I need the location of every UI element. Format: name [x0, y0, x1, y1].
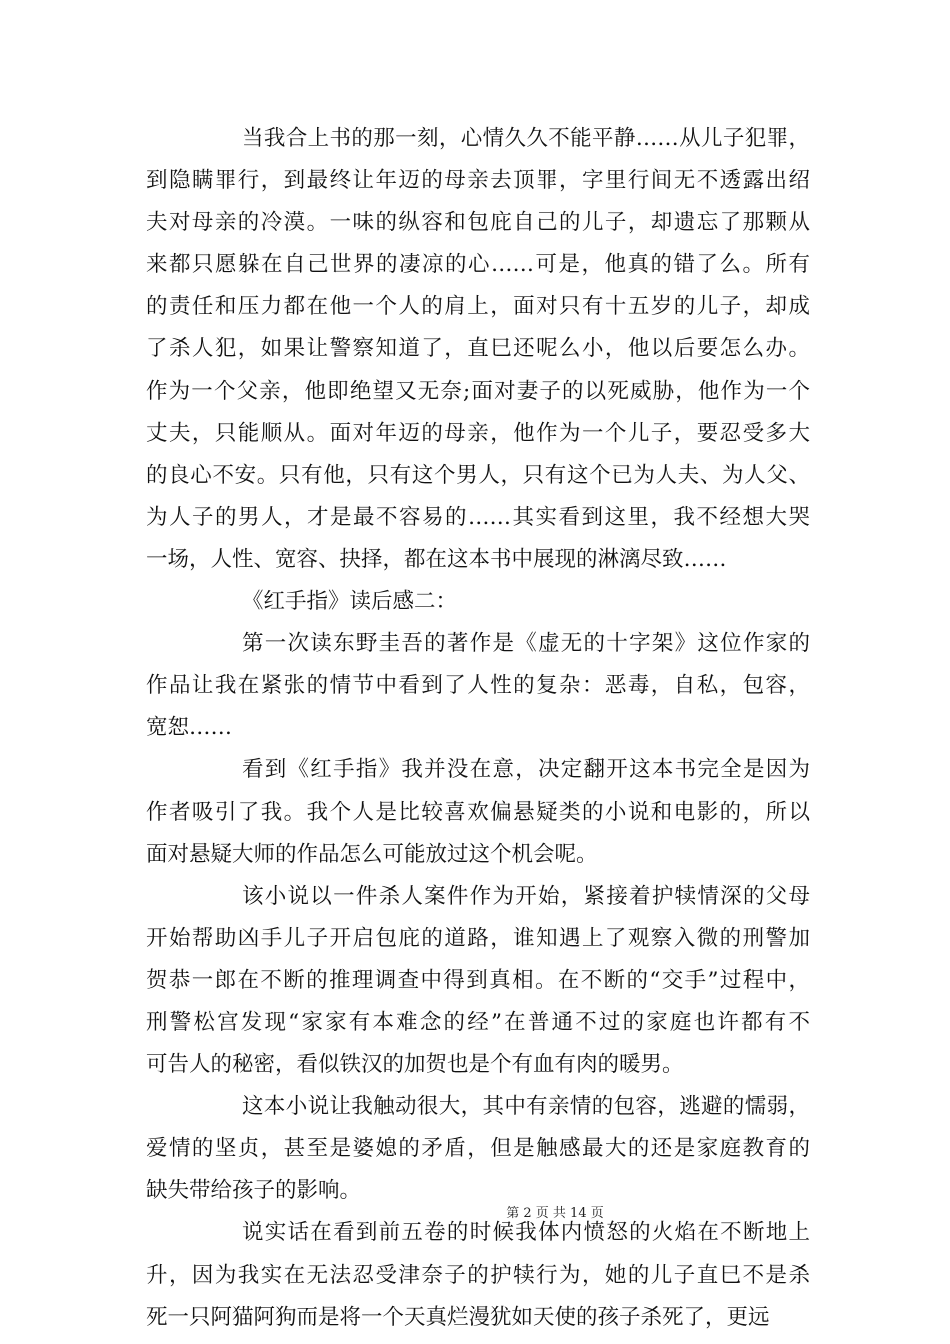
text-line: 到隐瞒罪行，到最终让年迈的母亲去顶罪，字里行间无不透露出绍 — [146, 168, 810, 194]
paragraph — [146, 749, 810, 875]
text-line: 了杀人犯，如果让警察知道了，直巳还呢么小，他以后要怎么办。 — [146, 336, 810, 362]
paragraph — [146, 1212, 810, 1338]
text-line: 作者吸引了我。我个人是比较喜欢偏悬疑类的小说和电影的，所以 — [146, 799, 810, 825]
body-text — [146, 118, 810, 1339]
text-line: 可告人的秘密，看似铁汉的加贺也是个有血有肉的暖男。 — [146, 1052, 684, 1078]
paragraph — [146, 1086, 810, 1212]
text-line: 为人子的男人，才是最不容易的……其实看到这里，我不经想大哭 — [146, 504, 810, 530]
text-line: 来都只愿躲在自己世界的凄凉的心……可是，他真的错了么。所有 — [146, 252, 810, 278]
paragraph — [146, 623, 810, 749]
text-line: 这本小说让我触动很大，其中有亲情的包容，逃避的懦弱， — [242, 1094, 810, 1120]
text-line: 的责任和压力都在他一个人的肩上，面对只有十五岁的儿子，却成 — [146, 294, 810, 320]
text-line: 缺失带给孩子的影响。 — [146, 1178, 362, 1204]
text-line: 当我合上书的那一刻，心情久久不能平静……从儿子犯罪， — [242, 126, 810, 151]
text-line: 开始帮助凶手儿子开启包庇的道路，谁知遇上了观察入微的刑警加 — [146, 925, 810, 951]
paragraph — [146, 876, 810, 1086]
text-line: 《红手指》读后感二： — [242, 589, 458, 615]
paragraph — [146, 581, 810, 623]
text-line: 说实话在看到前五卷的时候我体内愤怒的火焰在不断地上 — [242, 1220, 810, 1246]
text-line: 面对悬疑大师的作品怎么可能放过这个机会呢。 — [146, 841, 598, 867]
text-line: 的良心不安。只有他，只有这个男人，只有这个已为人夫、为人父、 — [146, 462, 810, 488]
text-line: 作为一个父亲，他即绝望又无奈;面对妻子的以死威胁，他作为一个 — [146, 378, 810, 404]
text-line: 作品让我在紧张的情节中看到了人性的复杂：恶毒，自私，包容， — [146, 673, 810, 699]
page-footer — [0, 1206, 950, 1222]
text-line: 一场，人性、宽容、抉择，都在这本书中展现的淋漓尽致…… — [146, 546, 727, 572]
text-line: 贺恭一郎在不断的推理调查中得到真相。在不断的“交手”过程中， — [146, 967, 810, 993]
page-number-label: 第 2 页 共 14 页 — [506, 1206, 604, 1221]
text-line: 宽恕…… — [146, 715, 233, 741]
text-line: 丈夫，只能顺从。面对年迈的母亲，他作为一个儿子，要忍受多大 — [146, 420, 810, 446]
text-line: 死一只阿猫阿狗而是将一个天真烂漫犹如天使的孩子杀死了，更远 — [146, 1304, 770, 1330]
text-line: 升，因为我实在无法忍受津奈子的护犊行为，她的儿子直巳不是杀 — [146, 1262, 810, 1288]
text-line: 第一次读东野圭吾的著作是《虚无的十字架》这位作家的 — [242, 631, 810, 657]
paragraph — [146, 118, 810, 581]
text-line: 刑警松宫发现“家家有本难念的经”在普通不过的家庭也许都有不 — [146, 1009, 810, 1035]
text-line: 看到《红手指》我并没在意，决定翻开这本书完全是因为 — [242, 757, 810, 783]
text-line: 爱情的坚贞，甚至是婆媳的矛盾，但是触感最大的还是家庭教育的 — [146, 1136, 810, 1162]
text-line: 夫对母亲的冷漠。一味的纵容和包庇自己的儿子，却遗忘了那颗从 — [146, 210, 810, 236]
text-line: 该小说以一件杀人案件作为开始，紧接着护犊情深的父母 — [242, 883, 810, 909]
